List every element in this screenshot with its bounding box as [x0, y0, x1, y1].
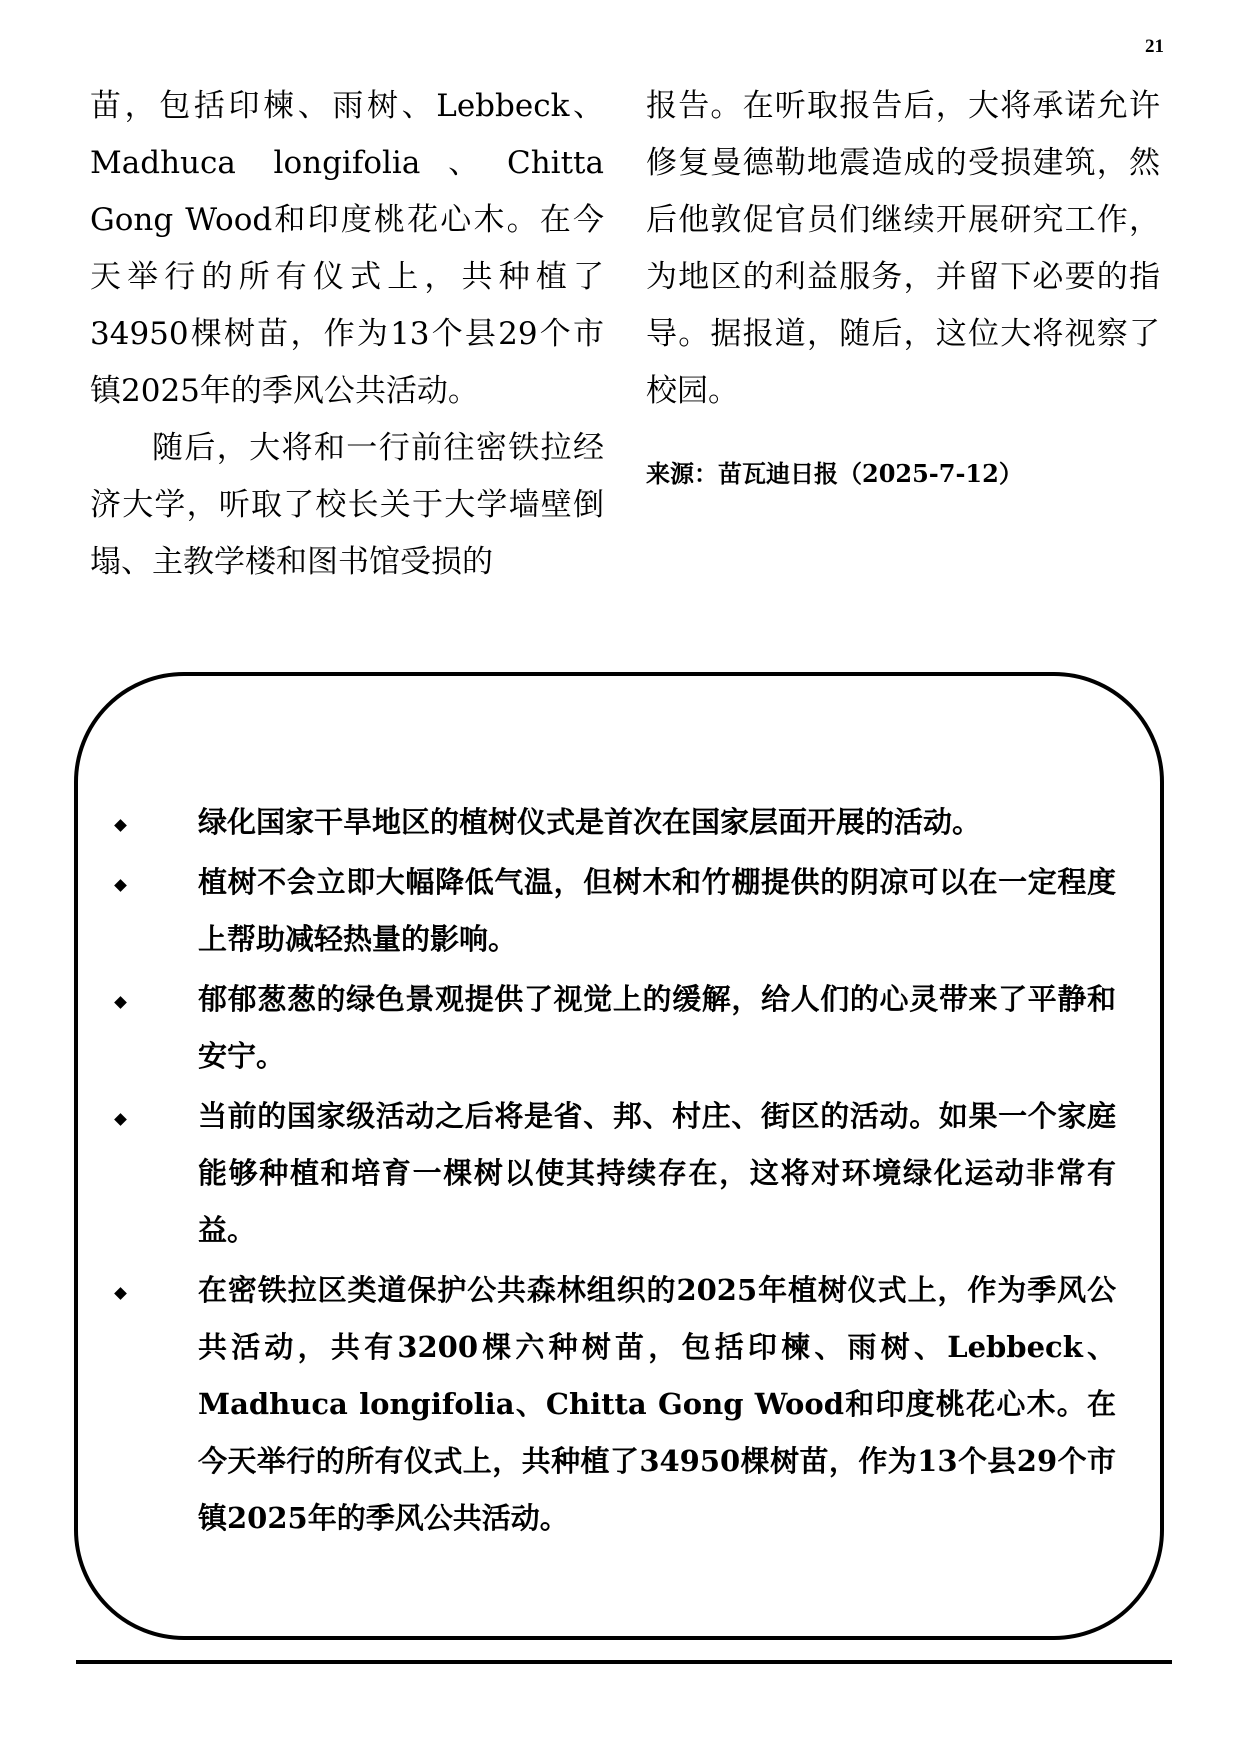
summary-bullet-text: 绿化国家干旱地区的植树仪式是首次在国家层面开展的活动。	[198, 805, 982, 839]
summary-bullet-list	[116, 794, 1116, 1550]
summary-bullet-item	[116, 794, 1116, 851]
article-column-left	[90, 78, 604, 591]
summary-bullet-text: 在密铁拉区类道保护公共森林组织的2025年植树仪式上，作为季风公共活动，共有3200棵六种树苗，包括印楝、雨树、Lebbeck、Madhuca longifolia、Chitta Gong Wood和印度桃花心木。在今天举行的所有仪式上，共种植了34950棵树苗，作为13个县29个市镇2025年的季风公共活动。	[198, 1273, 1116, 1535]
summary-bullet-text: 当前的国家级活动之后将是省、邦、村庄、街区的活动。如果一个家庭能够种植和培育一棵树以使其持续存在，这将对环境绿化运动非常有益。	[198, 1099, 1116, 1247]
article-paragraph: 随后，大将和一行前往密铁拉经济大学，听取了校长关于大学墙壁倒塌、主教学楼和图书馆受损的	[90, 430, 604, 580]
diamond-bullet-icon	[114, 879, 127, 892]
diamond-bullet-icon	[114, 1113, 127, 1126]
bottom-rule	[76, 1660, 1172, 1664]
article-paragraph: 苗，包括印楝、雨树、Lebbeck、Madhuca longifolia、Chitta Gong Wood和印度桃花心木。在今天举行的所有仪式上，共种植了34950棵树苗，作为13个县29个市镇2025年的季风公共活动。	[90, 88, 604, 409]
summary-box	[74, 672, 1164, 1640]
article-paragraph: 报告。在听取报告后，大将承诺允许修复曼德勒地震造成的受损建筑，然后他敦促官员们继续开展研究工作，为地区的利益服务，并留下必要的指导。据报道，随后，这位大将视察了校园。	[646, 88, 1160, 409]
article-source: 来源：苗瓦迪日报（2025-7-12）	[646, 459, 1023, 488]
summary-bullet-item	[116, 971, 1116, 1085]
article-column-right	[646, 78, 1160, 494]
diamond-bullet-icon	[114, 1287, 127, 1300]
summary-bullet-item	[116, 854, 1116, 968]
summary-bullet-text: 植树不会立即大幅降低气温，但树木和竹棚提供的阴凉可以在一定程度上帮助减轻热量的影响。	[198, 865, 1116, 956]
summary-bullet-text: 郁郁葱葱的绿色景观提供了视觉上的缓解，给人们的心灵带来了平静和安宁。	[198, 982, 1116, 1073]
summary-bullet-item	[116, 1262, 1116, 1547]
page-number: 21	[1145, 36, 1164, 57]
summary-bullet-item	[116, 1088, 1116, 1259]
diamond-bullet-icon	[114, 996, 127, 1009]
diamond-bullet-icon	[114, 819, 127, 832]
